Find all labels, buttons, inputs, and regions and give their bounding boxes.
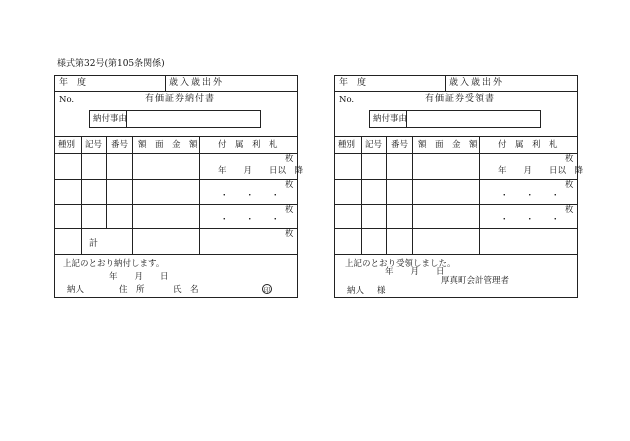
- dots-placeholder: ・ ・ ・: [220, 215, 280, 225]
- divider: [361, 136, 362, 254]
- receipt-note: 上記のとおり受領しました。: [345, 259, 456, 269]
- valid-from-date: 年 月 日以 降: [498, 166, 584, 176]
- number-label: No.: [59, 95, 75, 105]
- divider: [55, 136, 297, 137]
- column-header-number: 番号: [391, 140, 409, 150]
- dots-placeholder: ・ ・ ・: [220, 191, 280, 201]
- fiscal-year-label: 年 度: [339, 78, 367, 88]
- payment-reason-label: 納付事由: [373, 114, 408, 124]
- sheet-unit-label: 枚: [285, 205, 294, 215]
- date-line: 年 月 日: [109, 272, 169, 282]
- column-header-code: 記号: [85, 140, 103, 150]
- payer-label: 納人: [347, 286, 365, 296]
- divider: [335, 254, 577, 255]
- form-title: 有価証券受領書: [425, 94, 496, 104]
- payment-reason-field[interactable]: [89, 110, 261, 128]
- divider: [386, 136, 387, 254]
- account-type-label: 歳入歳出外: [169, 78, 225, 88]
- treasurer-label: 厚真町会計管理者: [441, 276, 510, 286]
- sheet-unit-label: 枚: [565, 205, 574, 215]
- payment-reason-field[interactable]: [369, 110, 541, 128]
- divider: [55, 179, 297, 180]
- divider: [55, 204, 297, 205]
- divider: [335, 136, 577, 137]
- sheet-unit-label: 枚: [285, 180, 294, 190]
- payment-form: [54, 75, 304, 298]
- address-label: 住 所: [119, 285, 145, 295]
- column-header-type: 種別: [58, 140, 76, 150]
- column-header-coupons: 付 属 利 札: [498, 140, 558, 150]
- divider: [55, 91, 297, 92]
- account-type-label: 歳入歳出外: [449, 78, 505, 88]
- divider: [55, 153, 297, 154]
- fiscal-year-label: 年 度: [59, 78, 87, 88]
- dots-placeholder: ・ ・ ・: [500, 191, 560, 201]
- total-label: 計: [89, 239, 99, 249]
- column-header-code: 記号: [365, 140, 383, 150]
- divider: [199, 136, 200, 254]
- form-title: 有価証券納付書: [145, 94, 216, 104]
- divider: [479, 136, 480, 254]
- divider: [412, 136, 413, 254]
- form-number-label: 様式第32号(第105条関係): [57, 59, 165, 69]
- receipt-form: [334, 75, 584, 298]
- payment-note: 上記のとおり納付します。: [63, 259, 165, 269]
- divider: [335, 204, 577, 205]
- sheet-unit-label: 枚: [565, 180, 574, 190]
- divider: [132, 136, 133, 254]
- sheet-unit-label: 枚: [285, 154, 294, 164]
- divider: [335, 153, 577, 154]
- date-line: 年 月 日: [385, 267, 445, 277]
- divider: [55, 254, 297, 255]
- column-header-coupons: 付 属 利 札: [218, 140, 278, 150]
- seal-stamp-icon: 印: [263, 286, 271, 294]
- divider: [335, 228, 577, 229]
- column-header-type: 種別: [338, 140, 356, 150]
- sheet-unit-label: 枚: [565, 154, 574, 164]
- honorific-label: 様: [377, 286, 386, 296]
- payment-reason-label: 納付事由: [93, 114, 128, 124]
- dots-placeholder: ・ ・ ・: [500, 215, 560, 225]
- valid-from-date: 年 月 日以 降: [218, 166, 304, 176]
- divider: [55, 228, 297, 229]
- divider: [106, 136, 107, 229]
- divider: [445, 76, 446, 91]
- name-label: 氏 名: [173, 285, 199, 295]
- payer-label: 納人: [67, 285, 85, 295]
- divider: [165, 76, 166, 91]
- column-header-face-amount: 額 面 金 額: [138, 140, 198, 150]
- divider: [81, 136, 82, 254]
- divider: [335, 91, 577, 92]
- column-header-face-amount: 額 面 金 額: [418, 140, 478, 150]
- sheet-unit-label: 枚: [285, 229, 294, 239]
- number-label: No.: [339, 95, 355, 105]
- divider: [335, 179, 577, 180]
- column-header-number: 番号: [111, 140, 129, 150]
